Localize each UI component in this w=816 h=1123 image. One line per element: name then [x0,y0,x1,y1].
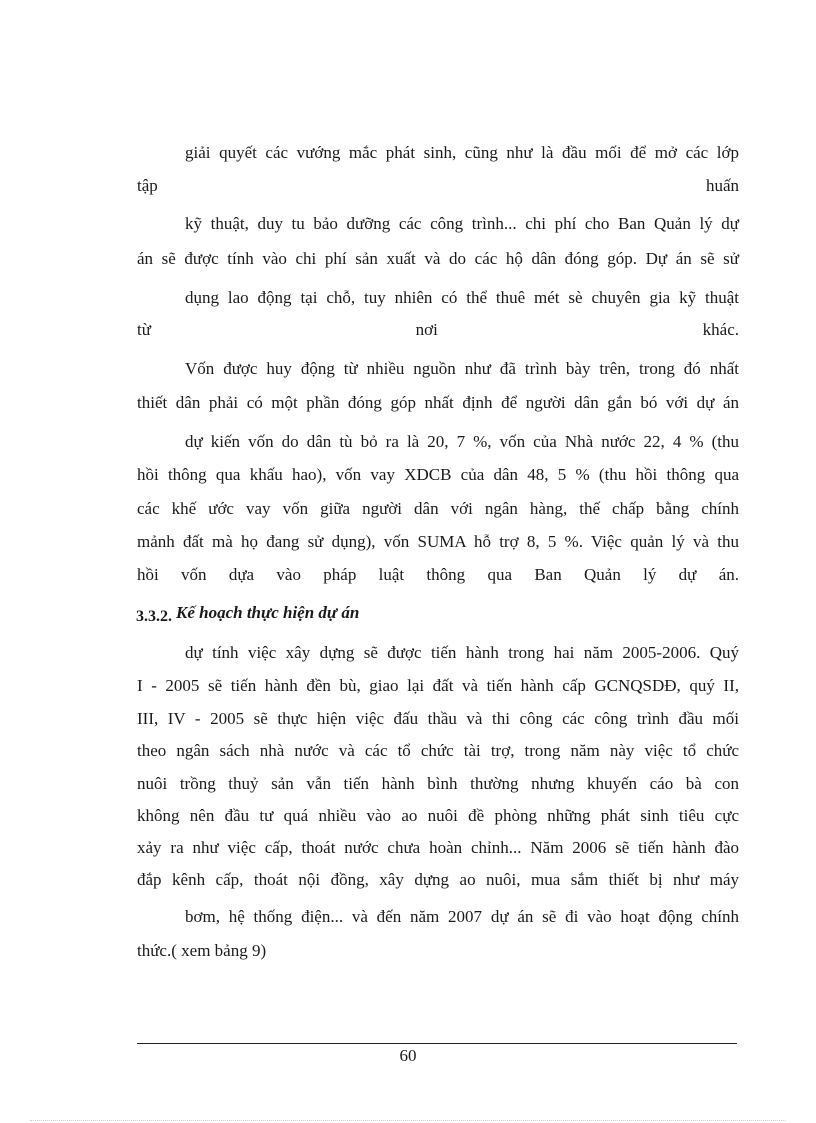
text-line: hồi vốn dựa vào pháp luật thông qua Ban Quản lý dự án. [137,565,739,584]
text-line: theo ngân sách nhà nước và các tổ chức tài trợ, trong năm này việc tổ chức [137,741,739,760]
text-line: đắp kênh cấp, thoát nội đồng, xây dựng ao nuôi, mua sắm thiết bị như máy [137,870,739,889]
text-line: từ nơi khác. [137,320,739,339]
text-line: dự kiến vốn do dân tù bỏ ra là 20, 7 %, vốn của Nhà nước 22, 4 % (thu [185,432,739,451]
footer-divider [137,1043,737,1044]
text-line: bơm, hệ thống điện... và đến năm 2007 dự án sẽ đi vào hoạt động chính [185,907,739,926]
text-line: I - 2005 sẽ tiến hành đền bù, giao lại đất và tiến hành cấp GCNQSDĐ, quý II, [137,676,739,695]
page-number: 60 [399,1046,417,1065]
text-line: thức.( xem bảng 9) [137,941,267,960]
text-line: tập huấn [137,176,739,195]
text-line: các khế ước vay vốn giữa người dân với ngân hàng, thế chấp bằng chính [137,499,739,518]
text-line: giải quyết các vướng mắc phát sinh, cũng như là đầu mối để mở các lớp [185,143,739,162]
text-line: dụng lao động tại chỗ, tuy nhiên có thể thuê mét sè chuyên gia kỹ thuật [185,288,739,307]
section-heading [136,602,359,628]
text-line: thiết dân phải có một phần đóng góp nhất định để người dân gắn bó với dự án [137,393,739,412]
text-line: kỹ thuật, duy tu bảo dưỡng các công trình... chi phí cho Ban Quản lý dự [185,214,739,233]
text-line: hồi thông qua khấu hao), vốn vay XDCB của dân 48, 5 % (thu hồi thông qua [137,465,739,484]
page-edge-divider [30,1120,786,1121]
text-line: xảy ra như việc cấp, thoát nước chưa hoàn chỉnh... Năm 2006 sẽ tiến hành đào [137,838,739,857]
text-line: Vốn được huy động từ nhiều nguồn như đã trình bày trên, trong đó nhất [185,359,739,378]
text-line: III, IV - 2005 sẽ thực hiện việc đấu thầu và thi công các công trình đầu mối [137,709,739,728]
section-title: Kế hoạch thực hiện dự án [176,603,360,622]
text-line: dự tính việc xây dựng sẽ được tiến hành trong hai năm 2005-2006. Quý [185,643,739,662]
text-line: mảnh đất mà họ đang sử dụng), vốn SUMA hỗ trợ 8, 5 %. Việc quản lý và thu [137,532,739,551]
text-line: nuôi trồng thuỷ sản vẫn tiến hành bình thường nhưng khuyến cáo bà con [137,774,739,793]
text-line: án sẽ được tính vào chi phí sản xuất và do các hộ dân đóng góp. Dự án sẽ sử [137,249,739,268]
section-number: 3.3.2. [136,608,172,625]
text-line: không nên đầu tư quá nhiều vào ao nuôi đề phòng những phát sinh tiêu cực [137,806,739,825]
